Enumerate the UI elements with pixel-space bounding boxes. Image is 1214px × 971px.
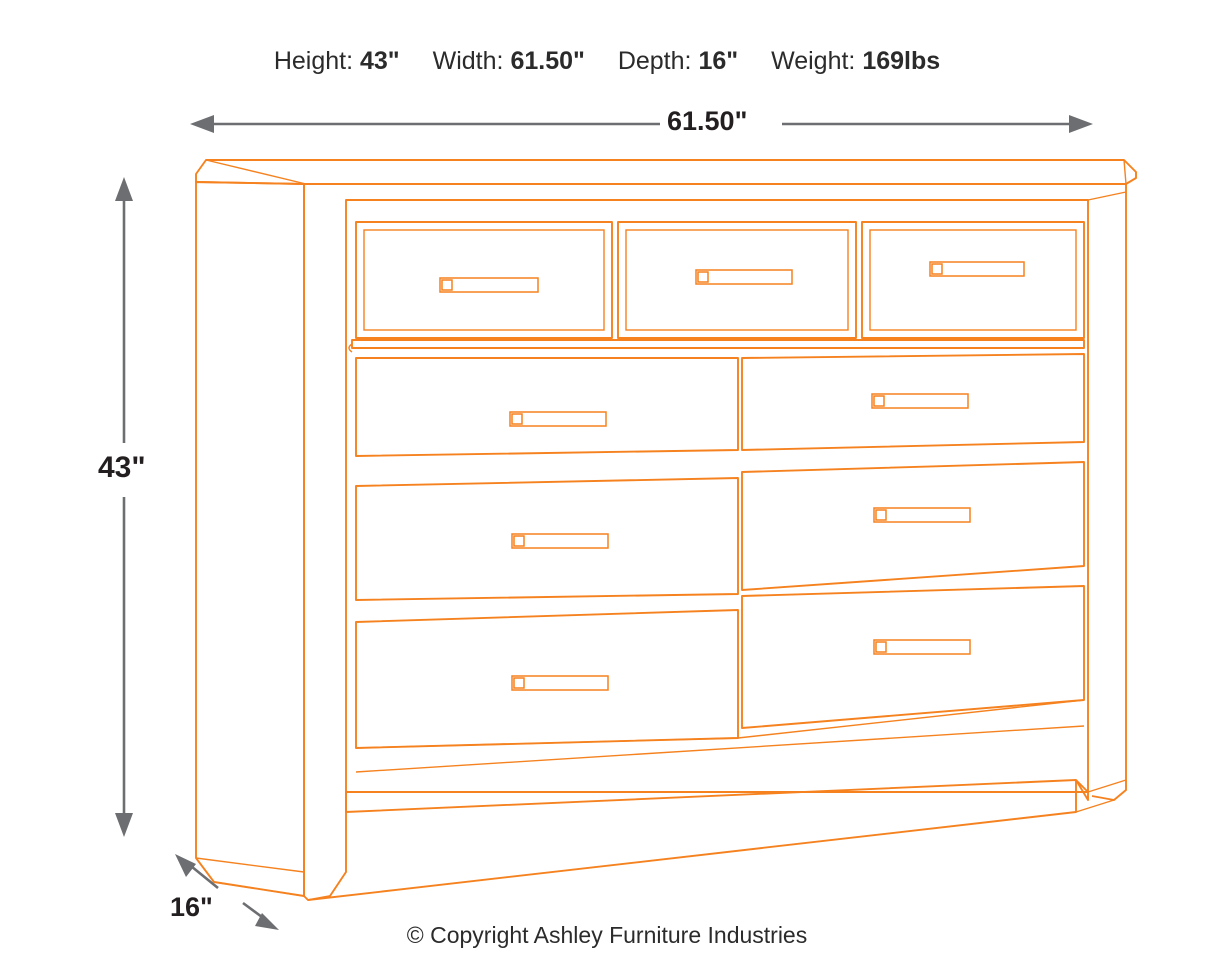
depth-dimension-label: 16" — [170, 892, 213, 922]
drawer-top-center — [618, 222, 856, 338]
drawer-handle — [512, 676, 608, 690]
drawer-handle — [440, 278, 538, 292]
drawer-handle — [696, 270, 792, 284]
drawer-top-left — [356, 222, 612, 338]
copyright-text: © Copyright Ashley Furniture Industries — [406, 922, 808, 948]
drawer-handle — [874, 640, 970, 654]
width-dimension-label: 61.50" — [667, 106, 748, 136]
drawer-handle — [510, 412, 606, 426]
spec-depth-value: 16" — [698, 47, 739, 75]
drawer-row3-left — [356, 478, 738, 600]
spec-depth-label: Depth: — [617, 47, 692, 75]
spec-weight-value: 169lbs — [862, 47, 941, 75]
spec-width-label: Width: — [432, 47, 504, 75]
drawer-row4-right — [742, 586, 1084, 728]
spec-width-value: 61.50" — [510, 47, 585, 75]
drawer-handle — [512, 534, 608, 548]
drawer-row3-right — [742, 462, 1084, 590]
spec-height-value: 43" — [360, 47, 400, 75]
spec-height-label: Height: — [273, 47, 354, 75]
drawer-handle — [874, 508, 970, 522]
drawer-top-right — [862, 222, 1084, 338]
spec-weight-label: Weight: — [771, 47, 856, 75]
drawer-row4-left — [356, 610, 738, 748]
drawer-handle — [930, 262, 1024, 276]
drawer-row2-right — [742, 354, 1084, 450]
drawer-handle — [872, 394, 968, 408]
height-dimension-label: 43" — [98, 451, 146, 484]
dresser-body — [196, 160, 1136, 900]
drawer-row2-left — [356, 358, 738, 456]
